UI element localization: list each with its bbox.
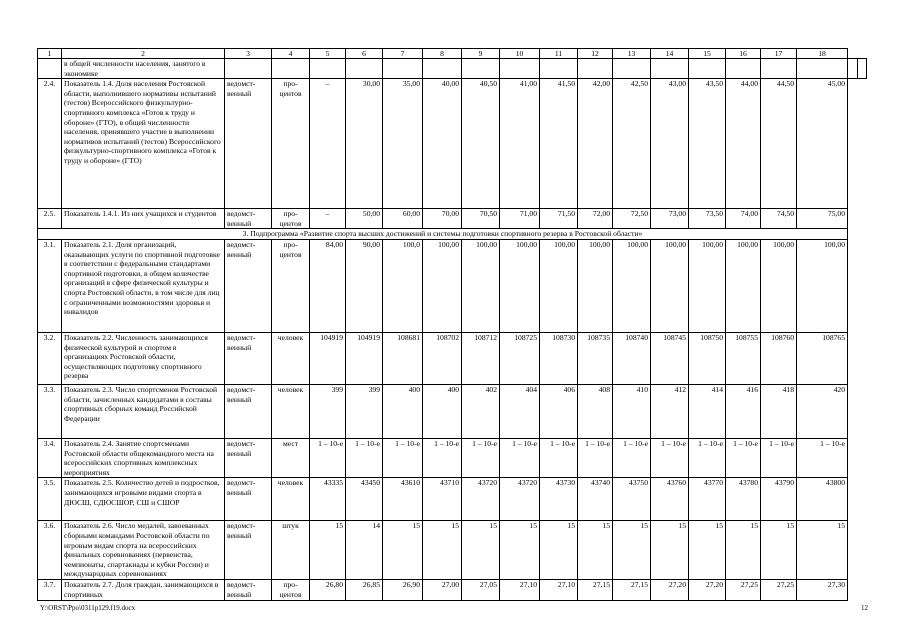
indicator-name: в общей численности населения, занятого в экономике	[62, 59, 225, 79]
value-cell: 43730	[540, 478, 578, 521]
value-cell: 104919	[346, 332, 383, 384]
value-cell: 100,00	[500, 239, 540, 332]
row-number: 2.4.	[38, 79, 62, 209]
value-cell: 1 – 10-е	[310, 438, 346, 477]
header-cell: 2	[62, 49, 225, 59]
row-number: 3.3.	[38, 384, 62, 438]
value-cell	[613, 59, 651, 79]
header-cell: 14	[651, 49, 689, 59]
value-cell: 26,85	[346, 579, 383, 600]
value-cell	[462, 59, 500, 79]
indicator-name: Показатель 2.4. Занятие спортсменами Ростовской области общекомандного места на всероссийских спортивных комплексных мероприятиях	[62, 438, 225, 477]
value-cell: 420	[797, 384, 848, 438]
value-cell: 43610	[383, 478, 423, 521]
value-cell: 27,15	[578, 579, 613, 600]
value-cell: 43720	[462, 478, 500, 521]
indicator-name: Показатель 2.5. Количество детей и подростков, занимающихся игровыми видами спорта в ДЮСШ, СДЮСШОР, СШ и СШОР	[62, 478, 225, 521]
unit: человек	[272, 332, 310, 384]
table-row	[38, 239, 867, 332]
value-cell: 43780	[726, 478, 761, 521]
header-cell: 12	[578, 49, 613, 59]
data-source: ведомст-венный	[225, 438, 272, 477]
header-cell: 17	[761, 49, 797, 59]
value-cell: 27,20	[689, 579, 726, 600]
table-row	[38, 332, 867, 384]
header-cell: 13	[613, 49, 651, 59]
value-cell: 73,00	[651, 209, 689, 229]
value-cell: 15	[423, 521, 462, 580]
value-cell: 15	[761, 521, 797, 580]
table-row	[38, 579, 867, 600]
value-cell: 27,10	[540, 579, 578, 600]
value-cell: 27,15	[613, 579, 651, 600]
value-cell: 60,00	[383, 209, 423, 229]
table-row	[38, 438, 867, 477]
value-cell: 43335	[310, 478, 346, 521]
value-cell: 43,50	[689, 79, 726, 209]
value-cell: –	[310, 209, 346, 229]
value-cell: 30,00	[346, 79, 383, 209]
value-cell: 43450	[346, 478, 383, 521]
data-source: ведомст-венный	[225, 239, 272, 332]
value-cell: 15	[613, 521, 651, 580]
indicator-name: Показатель 2.3. Число спортсменов Ростовской области, зачисленных кандидатами в составы спортивных сборных команд Российской Федерации	[62, 384, 225, 438]
value-cell: 27,25	[726, 579, 761, 600]
value-cell: 108755	[726, 332, 761, 384]
row-number: 3.7.	[38, 579, 62, 600]
value-cell: 27,25	[761, 579, 797, 600]
value-cell: 43790	[761, 478, 797, 521]
value-cell: 1 – 10-е	[651, 438, 689, 477]
value-cell: 42,00	[578, 79, 613, 209]
value-cell: 418	[761, 384, 797, 438]
value-cell	[346, 59, 383, 79]
indicator-name: Показатель 2.6. Число медалей, завоеванных сборными командами Ростовской области по игровым видам спорта на всероссийских финальных соревнованиях (первенства, чемпионаты, спартакиады и кубки России) и международных соревнованиях	[62, 521, 225, 580]
data-source	[225, 59, 272, 79]
header-row	[38, 49, 867, 59]
value-cell: 108760	[761, 332, 797, 384]
indicator-name: Показатель 2.7. Доля граждан, занимающихся в спортивных	[62, 579, 225, 600]
value-cell: 100,00	[578, 239, 613, 332]
value-cell: 108681	[383, 332, 423, 384]
value-cell: 402	[462, 384, 500, 438]
value-cell: 1 – 10-е	[423, 438, 462, 477]
value-cell: 400	[383, 384, 423, 438]
value-cell: 108735	[578, 332, 613, 384]
row-number: 2.5.	[38, 209, 62, 229]
value-cell: 15	[310, 521, 346, 580]
value-cell: 26,90	[383, 579, 423, 600]
value-cell: 399	[310, 384, 346, 438]
value-cell: 100,0	[383, 239, 423, 332]
value-cell: 71,50	[540, 209, 578, 229]
value-cell: 108765	[797, 332, 848, 384]
value-cell: 73,50	[689, 209, 726, 229]
value-cell: 1 – 10-е	[761, 438, 797, 477]
section-title: 3. Подпрограмма «Развитие спорта высших достижений и системы подготовки спортивного резерва в Ростовской области»	[38, 229, 848, 240]
value-cell	[848, 59, 858, 79]
value-cell: 44,00	[726, 79, 761, 209]
value-cell: 100,00	[462, 239, 500, 332]
value-cell: 45,00	[797, 79, 848, 209]
value-cell	[689, 59, 726, 79]
value-cell: 15	[383, 521, 423, 580]
value-cell: 15	[540, 521, 578, 580]
value-cell: 100,00	[726, 239, 761, 332]
table-body	[38, 49, 867, 601]
header-cell: 7	[383, 49, 423, 59]
value-cell: 1 – 10-е	[613, 438, 651, 477]
header-cell: 6	[346, 49, 383, 59]
unit: про-центов	[272, 239, 310, 332]
indicator-name: Показатель 2.2. Численность занимающихся физической культурой и спортом в организациях Ростовской области, осуществляющих подготовку спортивного резерва	[62, 332, 225, 384]
value-cell: 27,05	[462, 579, 500, 600]
value-cell: 72,50	[613, 209, 651, 229]
value-cell: 108730	[540, 332, 578, 384]
value-cell: 15	[689, 521, 726, 580]
header-cell: 5	[310, 49, 346, 59]
value-cell: 406	[540, 384, 578, 438]
section-row	[38, 229, 867, 240]
value-cell: 27,30	[797, 579, 848, 600]
value-cell: 410	[613, 384, 651, 438]
table-row	[38, 209, 867, 229]
value-cell: 100,00	[689, 239, 726, 332]
value-cell: 108740	[613, 332, 651, 384]
value-cell: 108712	[462, 332, 500, 384]
value-cell: 72,00	[578, 209, 613, 229]
value-cell: 108702	[423, 332, 462, 384]
value-cell: 42,50	[613, 79, 651, 209]
value-cell	[761, 59, 797, 79]
value-cell: 35,00	[383, 79, 423, 209]
value-cell: 1 – 10-е	[540, 438, 578, 477]
value-cell: 399	[346, 384, 383, 438]
page-number: 12	[861, 604, 868, 612]
value-cell	[726, 59, 761, 79]
value-cell: –	[310, 79, 346, 209]
value-cell: 100,00	[797, 239, 848, 332]
data-source: ведомст-венный	[225, 478, 272, 521]
data-source: ведомст-венный	[225, 579, 272, 600]
value-cell: 27,10	[500, 579, 540, 600]
value-cell	[797, 59, 848, 79]
row-number: 3.6.	[38, 521, 62, 580]
value-cell: 27,20	[651, 579, 689, 600]
header-cell: 16	[726, 49, 761, 59]
value-cell: 104919	[310, 332, 346, 384]
unit: человек	[272, 384, 310, 438]
row-number: 3.5.	[38, 478, 62, 521]
value-cell: 15	[651, 521, 689, 580]
value-cell: 70,00	[423, 209, 462, 229]
value-cell: 40,00	[423, 79, 462, 209]
value-cell: 1 – 10-е	[346, 438, 383, 477]
value-cell: 408	[578, 384, 613, 438]
row-number: 3.2.	[38, 332, 62, 384]
value-cell: 412	[651, 384, 689, 438]
value-cell: 15	[797, 521, 848, 580]
value-cell: 1 – 10-е	[578, 438, 613, 477]
header-cell: 15	[689, 49, 726, 59]
value-cell: 41,00	[500, 79, 540, 209]
value-cell: 90,00	[346, 239, 383, 332]
value-cell: 100,00	[540, 239, 578, 332]
value-cell	[857, 59, 867, 79]
value-cell: 43760	[651, 478, 689, 521]
value-cell	[423, 59, 462, 79]
value-cell: 1 – 10-е	[462, 438, 500, 477]
value-cell: 70,50	[462, 209, 500, 229]
value-cell: 414	[689, 384, 726, 438]
header-cell: 8	[423, 49, 462, 59]
value-cell: 1 – 10-е	[383, 438, 423, 477]
value-cell	[383, 59, 423, 79]
unit: человек	[272, 478, 310, 521]
header-cell: 18	[797, 49, 848, 59]
indicator-name: Показатель 1.4. Доля населения Ростовской области, выполнившего нормативы испытаний (тестов) Всероссийского физкультурно-спортивного комплекса «Готов к труду и обороне» (ГТО), в общей численности населения, принявшего участие в выполнении нормативов испытаний (тестов) Всероссийского физкультурно-спортивного комплекса «Готов к труду и обороне» (ГТО)	[62, 79, 225, 209]
value-cell: 108745	[651, 332, 689, 384]
unit: мест	[272, 438, 310, 477]
row-number: 3.4.	[38, 438, 62, 477]
value-cell: 74,50	[761, 209, 797, 229]
value-cell: 43740	[578, 478, 613, 521]
value-cell: 15	[500, 521, 540, 580]
value-cell: 43710	[423, 478, 462, 521]
row-number	[38, 59, 62, 79]
unit: про-центов	[272, 79, 310, 209]
value-cell: 100,00	[761, 239, 797, 332]
footer-file-path: Y:\ORST\Ppo\0311p129.f19.docx	[40, 604, 136, 612]
value-cell: 100,00	[613, 239, 651, 332]
data-source: ведомст-венный	[225, 79, 272, 209]
value-cell: 416	[726, 384, 761, 438]
table-row	[38, 478, 867, 521]
unit: штук	[272, 521, 310, 580]
value-cell: 108725	[500, 332, 540, 384]
value-cell: 400	[423, 384, 462, 438]
value-cell	[578, 59, 613, 79]
header-cell: 3	[225, 49, 272, 59]
row-number: 3.1.	[38, 239, 62, 332]
data-source: ведомст-венный	[225, 209, 272, 229]
value-cell: 75,00	[797, 209, 848, 229]
value-cell	[651, 59, 689, 79]
value-cell: 43,00	[651, 79, 689, 209]
value-cell: 50,00	[346, 209, 383, 229]
unit: про-центов	[272, 209, 310, 229]
indicator-name: Показатель 2.1. Доля организаций, оказывающих услуги по спортивной подготовке в соответствии с федеральными стандартами спортивной подготовки, в общем количестве организаций в сфере физической культуры и спорта Ростовской области, в том числе для лиц с ограниченными возможностями здоровья и инвалидов	[62, 239, 225, 332]
value-cell: 44,50	[761, 79, 797, 209]
value-cell: 108750	[689, 332, 726, 384]
header-cell: 4	[272, 49, 310, 59]
value-cell: 84,00	[310, 239, 346, 332]
indicators-table	[37, 48, 867, 601]
value-cell: 40,50	[462, 79, 500, 209]
value-cell: 15	[462, 521, 500, 580]
data-source: ведомст-венный	[225, 332, 272, 384]
value-cell: 1 – 10-е	[500, 438, 540, 477]
unit	[272, 59, 310, 79]
table-row	[38, 521, 867, 580]
value-cell: 1 – 10-е	[689, 438, 726, 477]
value-cell: 15	[578, 521, 613, 580]
table-row	[38, 59, 867, 79]
value-cell: 71,00	[500, 209, 540, 229]
value-cell: 1 – 10-е	[797, 438, 848, 477]
value-cell: 100,00	[423, 239, 462, 332]
value-cell	[310, 59, 346, 79]
data-source: ведомст-венный	[225, 384, 272, 438]
value-cell	[540, 59, 578, 79]
value-cell: 43800	[797, 478, 848, 521]
value-cell: 404	[500, 384, 540, 438]
value-cell: 14	[346, 521, 383, 580]
header-cell: 9	[462, 49, 500, 59]
value-cell: 27,00	[423, 579, 462, 600]
header-cell: 10	[500, 49, 540, 59]
table-row	[38, 79, 867, 209]
table-row	[38, 384, 867, 438]
value-cell	[500, 59, 540, 79]
indicator-name: Показатель 1.4.1. Из них учащихся и студентов	[62, 209, 225, 229]
unit: про-центов	[272, 579, 310, 600]
value-cell: 15	[726, 521, 761, 580]
value-cell: 43750	[613, 478, 651, 521]
header-cell: 11	[540, 49, 578, 59]
header-cell: 1	[38, 49, 62, 59]
value-cell: 26,80	[310, 579, 346, 600]
value-cell: 41,50	[540, 79, 578, 209]
value-cell: 74,00	[726, 209, 761, 229]
value-cell: 43720	[500, 478, 540, 521]
value-cell: 43770	[689, 478, 726, 521]
data-source: ведомст-венный	[225, 521, 272, 580]
value-cell: 1 – 10-е	[726, 438, 761, 477]
value-cell: 100,00	[651, 239, 689, 332]
